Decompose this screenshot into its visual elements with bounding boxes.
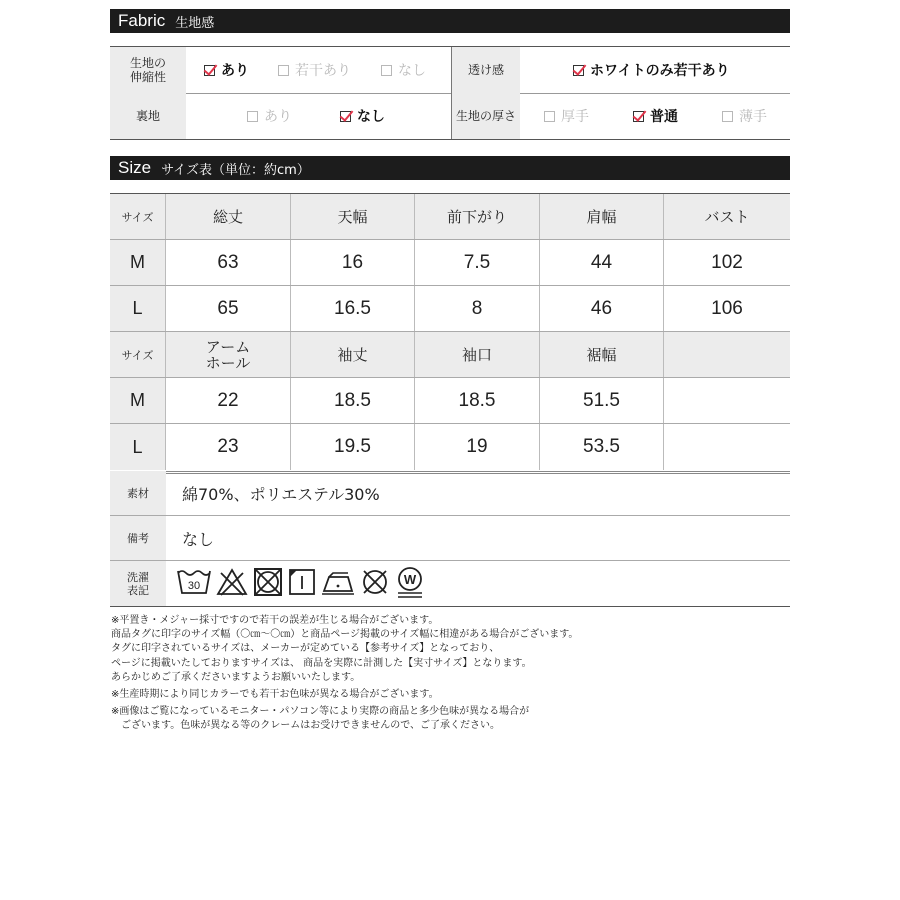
no-dry-clean-icon (359, 565, 391, 599)
thickness-option-thick: 厚手 (544, 93, 589, 139)
lining-option-no: なし (340, 93, 385, 139)
note-line: タグに印字されているサイズは、メーカーが定めている【参考サイズ】となっており、 (111, 643, 500, 655)
header-cell: 肩幅 (540, 194, 664, 239)
header-cell: 前下がり (415, 194, 540, 239)
size-header-row (110, 332, 790, 378)
care-icons (176, 565, 426, 599)
checkbox-empty-icon (381, 65, 392, 76)
header-cell: 袖丈 (291, 332, 415, 377)
size-cell: L (110, 286, 166, 331)
header-cell: 裾幅 (540, 332, 664, 377)
fabric-table (110, 46, 790, 140)
wet-clean-letter: W (403, 572, 417, 587)
care-row (110, 561, 790, 606)
value-cell: 22 (166, 378, 291, 423)
checkbox-checked-icon (204, 65, 215, 76)
value-cell: 63 (166, 240, 291, 285)
table-row (110, 240, 790, 286)
material-table (110, 471, 790, 607)
value-cell: 18.5 (291, 378, 415, 423)
notes (111, 614, 811, 734)
checkbox-empty-icon (722, 111, 733, 122)
drip-dry-shade-icon (287, 565, 317, 599)
material-value: 綿70%、ポリエステル30% (182, 484, 380, 504)
value-cell: 19.5 (291, 424, 415, 470)
header-cell: バスト (664, 194, 790, 239)
care-label: 洗濯 表記 (110, 561, 166, 606)
wash-30-icon (176, 565, 212, 599)
note-line: 商品タグに印字のサイズ幅（〇㎝〜〇㎝）と商品ページ掲載のサイズ幅に相違がある場合がございます。 (111, 629, 579, 641)
checkbox-empty-icon (544, 111, 555, 122)
iron-low-icon (320, 565, 356, 599)
size-cell: L (110, 424, 166, 470)
value-cell: 44 (540, 240, 664, 285)
size-header-row (110, 194, 790, 240)
value-cell: 46 (540, 286, 664, 331)
table-row (110, 286, 790, 332)
header-cell: 袖口 (415, 332, 540, 377)
wash-temperature: 30 (187, 580, 201, 592)
value-cell: 8 (415, 286, 540, 331)
lining-label: 裏地 (110, 93, 186, 139)
thickness-label: 生地の厚さ (452, 93, 520, 139)
checkbox-checked-icon (340, 111, 351, 122)
header-cell: 総丈 (166, 194, 291, 239)
note-line: ございます。色味が異なる等のクレームはお受けできませんので、ご了承ください。 (111, 720, 500, 732)
material-row (110, 471, 790, 516)
remarks-value: なし (182, 529, 215, 549)
value-cell (664, 378, 790, 423)
header-cell: サイズ (110, 332, 166, 377)
checkbox-checked-icon (633, 111, 644, 122)
value-cell: 51.5 (540, 378, 664, 423)
value-cell (664, 424, 790, 470)
fabric-section-header (110, 9, 790, 33)
fabric-title: Fabric (118, 11, 166, 30)
value-cell: 23 (166, 424, 291, 470)
value-cell: 18.5 (415, 378, 540, 423)
stretch-option-no: なし (381, 47, 426, 93)
header-cell: 天幅 (291, 194, 415, 239)
checkbox-empty-icon (247, 111, 258, 122)
value-cell: 7.5 (415, 240, 540, 285)
header-cell: サイズ (110, 194, 166, 239)
header-cell (664, 332, 790, 377)
value-cell: 16 (291, 240, 415, 285)
checkbox-empty-icon (278, 65, 289, 76)
stretch-option-yes: あり (204, 47, 249, 93)
size-title: Size (118, 158, 152, 177)
thickness-option-normal: 普通 (633, 93, 678, 139)
note-line: ページに掲載いたしておりますサイズは、 商品を実際に計測した【実寸サイズ】となります。 (111, 657, 532, 669)
note-line: ※生産時期により同じカラーでも若干お色味が異なる場合がございます。 (111, 689, 439, 701)
size-cell: M (110, 378, 166, 423)
note-line: ※画像はご覧になっているモニター・パソコン等により実際の商品と多少色味が異なる場合が (111, 706, 530, 718)
transparency-label: 透け感 (452, 47, 520, 93)
table-row (110, 378, 790, 424)
value-cell: 19 (415, 424, 540, 470)
thickness-option-thin: 薄手 (722, 93, 767, 139)
material-label: 素材 (110, 471, 166, 515)
value-cell: 16.5 (291, 286, 415, 331)
lining-option-yes: あり (247, 93, 292, 139)
wet-clean-icon (394, 565, 426, 599)
header-cell: アーム ホール (166, 332, 291, 377)
size-section-header (110, 156, 790, 180)
note-line: ※平置き・メジャー採寸ですので若干の誤差が生じる場合がございます。 (111, 615, 439, 626)
transparency-option: ホワイトのみ若干あり (573, 47, 730, 93)
note-line: あらかじめご了承くださいますようお願いいたします。 (111, 671, 361, 683)
value-cell: 53.5 (540, 424, 664, 470)
size-cell: M (110, 240, 166, 285)
size-table (110, 193, 790, 474)
fabric-row-1 (110, 47, 790, 94)
size-subtitle: サイズ表（単位：約cm） (161, 162, 310, 178)
value-cell: 102 (711, 251, 743, 273)
remarks-row (110, 516, 790, 561)
value-cell: 65 (166, 286, 291, 331)
checkbox-checked-icon (573, 65, 584, 76)
value-cell: 106 (711, 297, 743, 319)
stretch-option-slight: 若干あり (278, 47, 351, 93)
no-tumble-dry-icon (252, 565, 284, 599)
fabric-subtitle: 生地感 (175, 15, 215, 31)
stretch-label: 生地の 伸縮性 (110, 47, 186, 93)
remarks-label: 備考 (110, 516, 166, 560)
fabric-row-2 (110, 93, 790, 139)
table-row (110, 424, 790, 470)
no-bleach-icon (215, 565, 249, 599)
